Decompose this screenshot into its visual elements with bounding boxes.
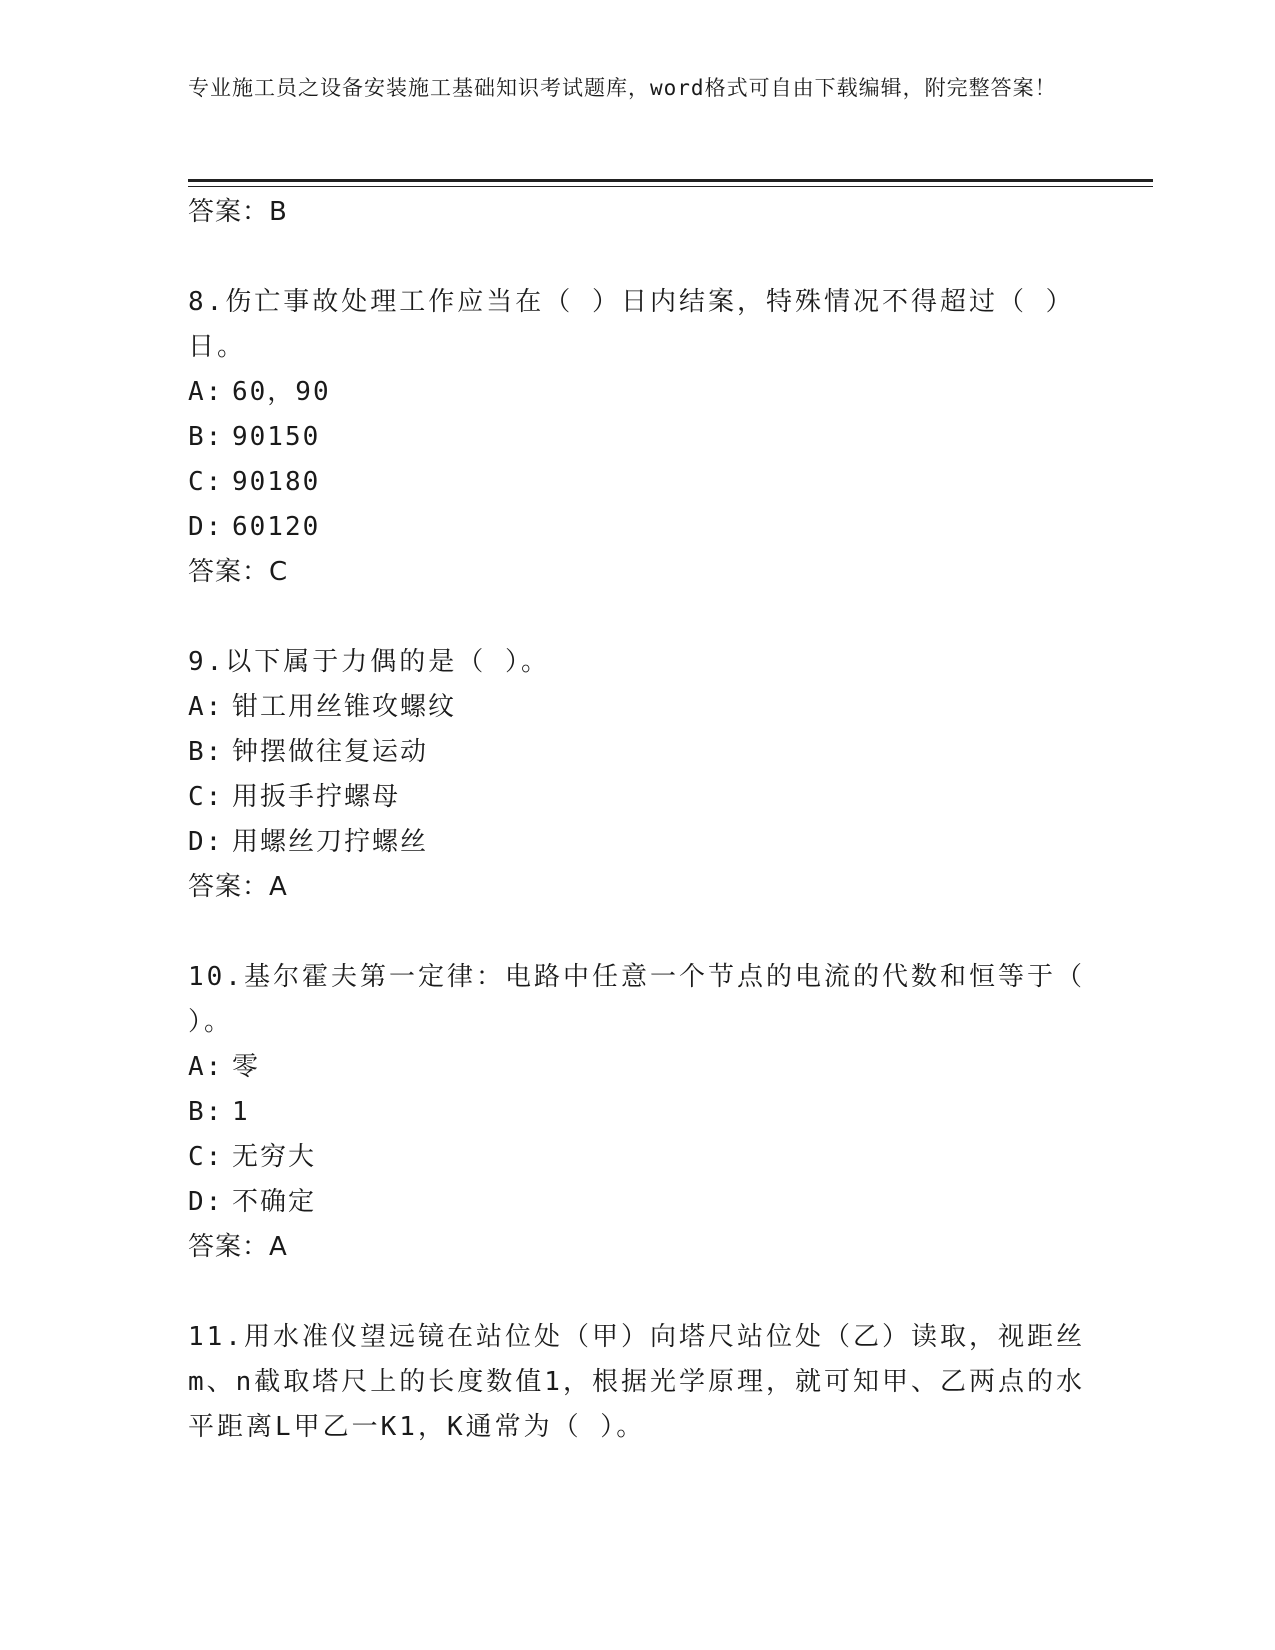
option-letter: B: xyxy=(188,1097,224,1127)
option-text: 90180 xyxy=(232,467,321,497)
option-text: 零 xyxy=(232,1052,261,1082)
option-letter: C: xyxy=(188,467,224,497)
option-text: 钳工用丝锥攻螺纹 xyxy=(232,692,457,722)
answer-line: 答案：A xyxy=(188,1232,288,1262)
option-letter: A: xyxy=(188,377,224,407)
question-text: 11.用水准仪望远镜在站位处（甲）向塔尺站位处（乙）读取，视距丝m、n截取塔尺上的长度数值1，根据光学原理，就可知甲、乙两点的水平距离L甲乙一K1，K通常为（ ）。 xyxy=(188,1322,1085,1442)
option-b xyxy=(188,1090,1088,1135)
option-text: 钟摆做往复运动 xyxy=(232,737,429,767)
option-text: 1 xyxy=(232,1097,250,1127)
option-letter: A: xyxy=(188,692,224,722)
option-a xyxy=(188,370,1088,415)
option-letter: C: xyxy=(188,782,224,812)
option-letter: D: xyxy=(188,512,224,542)
question-block xyxy=(188,280,1088,594)
option-c xyxy=(188,460,1088,505)
question-block xyxy=(188,955,1088,1269)
option-text: 60120 xyxy=(232,512,321,542)
option-c xyxy=(188,775,1088,820)
header-rule-thick xyxy=(188,179,1153,182)
answer-line: 答案：A xyxy=(188,872,288,902)
option-letter: D: xyxy=(188,1187,224,1217)
option-a xyxy=(188,1045,1088,1090)
option-text: 无穷大 xyxy=(232,1142,317,1172)
option-a xyxy=(188,685,1088,730)
option-b xyxy=(188,730,1088,775)
option-c xyxy=(188,1135,1088,1180)
option-letter: B: xyxy=(188,737,224,767)
option-letter: D: xyxy=(188,827,224,857)
option-text: 用螺丝刀拧螺丝 xyxy=(232,827,429,857)
document-body xyxy=(188,190,1088,1450)
question-text: 9.以下属于力偶的是（ ）。 xyxy=(188,647,550,677)
option-text: 不确定 xyxy=(232,1187,317,1217)
document-header: 专业施工员之设备安装施工基础知识考试题库，word格式可自由下载编辑，附完整答案！ xyxy=(188,76,1057,100)
answer-line: 答案：C xyxy=(188,557,289,587)
option-d xyxy=(188,820,1088,865)
option-letter: C: xyxy=(188,1142,224,1172)
option-text: 90150 xyxy=(232,422,321,452)
option-text: 用扳手拧螺母 xyxy=(232,782,401,812)
option-text: 60，90 xyxy=(232,377,331,407)
option-d xyxy=(188,1180,1088,1225)
header-rule-thin xyxy=(188,186,1153,187)
option-b xyxy=(188,415,1088,460)
question-text: 8.伤亡事故处理工作应当在（ ）日内结案，特殊情况不得超过（ ）日。 xyxy=(188,287,1075,362)
option-d xyxy=(188,505,1088,550)
option-letter: A: xyxy=(188,1052,224,1082)
answer-line: 答案：B xyxy=(188,197,288,227)
option-letter: B: xyxy=(188,422,224,452)
question-text: 10.基尔霍夫第一定律：电路中任意一个节点的电流的代数和恒等于（ ）。 xyxy=(188,962,1085,1037)
question-block xyxy=(188,1315,1088,1450)
question-block xyxy=(188,640,1088,909)
